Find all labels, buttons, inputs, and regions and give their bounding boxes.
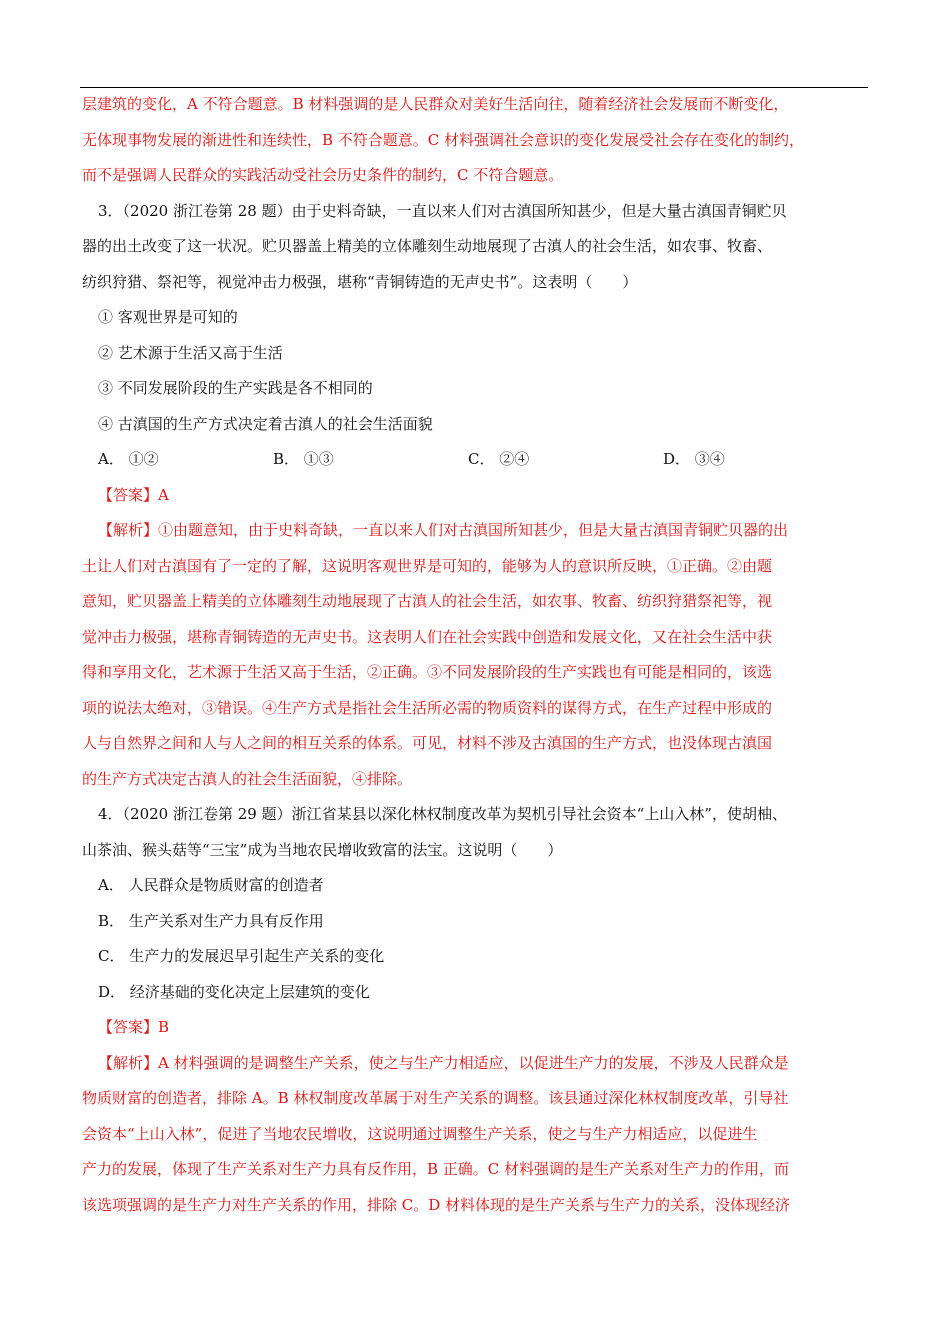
continuation-line: 层建筑的变化，A 不符合题意。B 材料强调的是人民群众对美好生活向往，随着经济社会发展而不断变化， [82,95,789,113]
q3-answer: 【答案】A [98,485,169,504]
q4-option-d: D． 经济基础的变化决定上层建筑的变化 [98,982,370,1001]
q3-statement: ④ 古滇国的生产方式决定着古滇人的社会生活面貌 [98,414,433,433]
q3-statement: ② 艺术源于生活又高于生活 [98,343,283,362]
q4-analysis-line: 该选项强调的是生产力对生产关系的作用，排除 C。D 材料体现的是生产关系与生产力的关系，没体现经济 [82,1195,791,1214]
continuation-line: 而不是强调人民群众的实践活动受社会历史条件的制约，C 不符合题意。 [82,166,564,184]
q3-stem-line: 器的出土改变了这一状况。贮贝器盖上精美的立体雕刻生动地展现了古滇人的社会生活，如农事、牧畜、 [82,237,773,255]
q3-statement: ① 客观世界是可知的 [98,308,238,326]
q3-analysis-line: 【解析】①由题意知，由于史料奇缺，一直以来人们对古滇国所知甚少，但是大量古滇国青铜贮贝器的出 [98,521,789,539]
q3-analysis-line: 土让人们对古滇国有了一定的了解，这说明客观世界是可知的，能够为人的意识所反映，①正确。②由题 [82,556,773,575]
q3-analysis-line: 的生产方式决定古滇人的社会生活面貌，④排除。 [82,769,413,788]
q3-option-c: C． ②④ [468,450,530,468]
q4-analysis-line: 物质财富的创造者，排除 A。B 林权制度改革属于对生产关系的调整。该县通过深化林权制度改革，引导社 [82,1089,789,1107]
q4-option-c: C． 生产力的发展迟早引起生产关系的变化 [98,947,385,965]
q3-analysis-line: 意知，贮贝器盖上精美的立体雕刻生动地展现了古滇人的社会生活，如农事、牧畜、纺织狩猎祭祀等，视 [82,592,773,610]
q3-analysis-line: 觉冲击力极强，堪称青铜铸造的无声史书。这表明人们在社会实践中创造和发展文化，又在社会生活中获 [82,627,773,646]
q4-analysis-line: 产力的发展，体现了生产关系对生产力具有反作用，B 正确。C 材料强调的是生产关系对生产力的作用，而 [82,1160,790,1178]
q4-analysis-line: 【解析】A 材料强调的是调整生产关系，使之与生产力相适应，以促进生产力的发展，不涉及人民群众是 [98,1053,789,1072]
page-content [82,87,868,1223]
q3-analysis-line: 得和享用文化，艺术源于生活又高于生活，②正确。③不同发展阶段的生产实践也有可能是相同的，该选 [82,663,773,681]
q4-answer: 【答案】B [98,1018,170,1036]
q3-option-a: A． ①② [98,450,159,468]
q4-option-b: B． 生产关系对生产力具有反作用 [98,911,324,930]
q4-stem-line: 山茶油、猴头菇等“三宝”成为当地农民增收致富的法宝。这说明（ ） [82,840,563,859]
q4-analysis-line: 会资本“上山入林”，促进了当地农民增收，这说明通过调整生产关系，使之与生产力相适应，以促进生 [82,1124,758,1143]
q4-stem-line: 4．（2020 浙江卷第 29 题）浙江省某县以深化林权制度改革为契机引导社会资本“上山入林”，使胡柚、 [98,805,787,823]
q4-option-a: A． 人民群众是物质财富的创造者 [98,876,324,894]
q3-options [82,442,868,478]
q3-statement: ③ 不同发展阶段的生产实践是各不相同的 [98,379,373,397]
q3-stem-line: 3．（2020 浙江卷第 28 题）由于史料奇缺，一直以来人们对古滇国所知甚少，但是大量古滇国青铜贮贝 [98,201,787,220]
q3-option-d: D． ③④ [663,450,725,468]
q3-analysis-line: 项的说法太绝对，③错误。④生产方式是指社会生活所必需的物质资料的谋得方式，在生产过程中形成的 [82,698,773,717]
q3-stem-line: 纺织狩猎、祭祀等，视觉冲击力极强，堪称“青铜铸造的无声史书”。这表明（ ） [82,272,638,291]
q3-option-b: B． ①③ [273,450,334,468]
q3-analysis-line: 人与自然界之间和人与人之间的相互关系的体系。可见，材料不涉及古滇国的生产方式，也没体现古滇国 [82,734,773,752]
continuation-line: 无体现事物发展的渐进性和连续性，B 不符合题意。C 材料强调社会意识的变化发展受社会存在变化的制约， [82,130,805,149]
